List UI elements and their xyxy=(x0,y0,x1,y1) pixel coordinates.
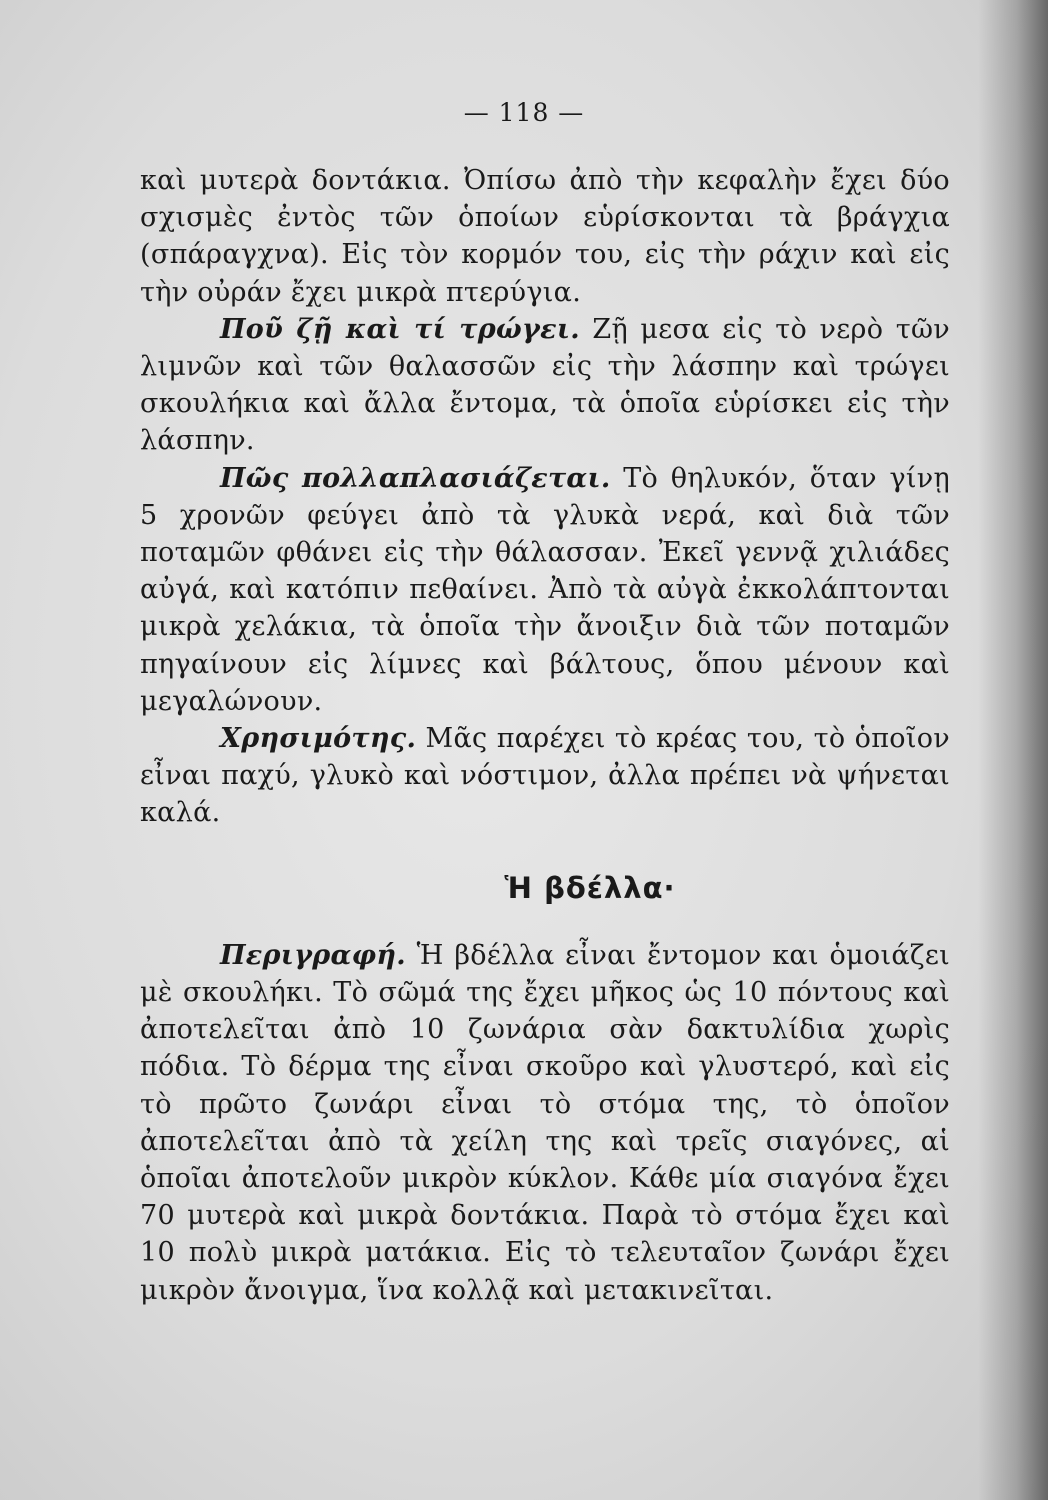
rubric-usefulness: Χρησιμότης. xyxy=(220,723,417,755)
description-text: Ἡ βδέλλα εἶναι ἔντομον και ὁμοιάζει μὲ σκουλήκι. Τὸ σῶμά της ἔχει μῆκος ὡς 10 πόντους καὶ ἀποτελεῖται ἀπὸ 10 ζωνάρια σὰν δακτυλίδια χωρὶς πόδια. Τὸ δέρμα της εἶναι σκοῦρο καὶ γλυστερό, καὶ εἰς τὸ πρῶτο ζωνάρι εἶναι τὸ στόμα της, τὸ ὁποῖον ἀποτελεῖται ἀπὸ τὰ χείλη της καὶ τρεῖς σιαγόνες, αἱ ὁποῖαι ἀποτελοῦν μικρὸν κύκλον. Κάθε μία σιαγόνα ἔχει 70 μυτερὰ καὶ μικρὰ δοντάκια. Παρὰ τὸ στόμα ἔχει καὶ 10 πολὺ μικρὰ ματάκια. Εἰς τὸ τελευταῖον ζωνάρι ἔχει μικρὸν ἄνοιγμα, ἵνα κολλᾷ καὶ μετακινεῖται. xyxy=(140,939,950,1306)
body-text xyxy=(140,162,950,1309)
habitat-text: Ζῇ μεσα εἰς τὸ νερὸ τῶν λιμνῶν καὶ τῶν θαλασσῶν εἰς τὴν λάσπην καὶ τρώγει σκουλήκια καὶ ἄλλα ἔντομα, τὰ ὁποῖα εὑρίσκει εἰς τὴν λάσπην. xyxy=(140,313,950,457)
rubric-reproduction: Πῶς πολλαπλασιάζεται. xyxy=(220,462,611,494)
section-heading-leech: Ἡ βδέλλα· xyxy=(504,870,676,905)
page-edge-shadow xyxy=(978,0,1048,1500)
reproduction-text: Τὸ θηλυκόν, ὅταν γίνῃ 5 χρονῶν φεύγει ἀπὸ τὰ γλυκὰ νερά, καὶ διὰ τῶν ποταμῶν φθάνει εἰς τὴν θάλασσαν. Ἐκεῖ γεννᾷ χιλιάδες αὐγά, καὶ κατόπιν πεθαίνει. Ἀπὸ τὰ αὐγὰ ἐκκολάπτονται μικρὰ χελάκια, τὰ ὁποῖα τὴν ἄνοιξιν διὰ τῶν ποταμῶν πηγαίνουν εἰς λίμνες καὶ βάλτους, ὅπου μένουν καὶ μεγαλώνουν. xyxy=(140,462,950,717)
rubric-description: Περιγραφή. xyxy=(220,939,406,971)
paragraph-usefulness xyxy=(140,720,950,832)
paragraph-reproduction xyxy=(140,460,950,720)
paragraph-habitat xyxy=(140,311,950,460)
rubric-habitat: Ποῦ ζῇ καὶ τί τρώγει. xyxy=(220,313,580,345)
usefulness-text: Μᾶς παρέχει τὸ κρέας του, τὸ ὁποῖον εἶναι παχύ, γλυκὸ καὶ νόστιμον, ἀλλα πρέπει νὰ ψήνεται καλά. xyxy=(140,723,950,829)
page-number: — 118 — xyxy=(463,98,585,127)
paragraph-intro: καὶ μυτερὰ δοντάκια. Ὀπίσω ἀπὸ τὴν κεφαλὴν ἔχει δύο σχισμὲς ἐντὸς τῶν ὁποίων εὑρίσκονται τὰ βράγχια (σπάραγχνα). Εἰς τὸν κορμόν του, εἰς τὴν ράχιν καὶ εἰς τὴν οὐράν ἔχει μικρὰ πτερύγια. xyxy=(140,165,950,308)
paragraph-description xyxy=(140,937,950,1309)
